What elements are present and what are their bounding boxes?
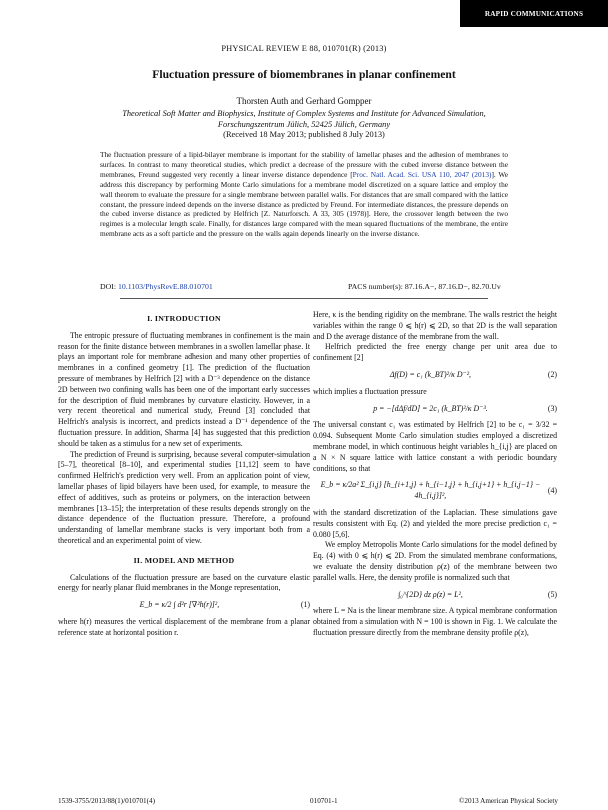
affiliation-line-1: Theoretical Soft Matter and Biophysics, Institute of Complex Systems and Institute for Advanced Simulation,	[122, 109, 486, 118]
equation-1-body: E_b = κ/2 ∫ d²r [∇²h(r)]²,	[139, 600, 220, 610]
abstract-text-2: ]. We address this discrepancy by performing Monte Carlo simulations for a membrane model discretized on a square lattice and employ the wall theorem to evaluate the pressure for a single membrane between parallel walls. For distances that are small compared with the lattice constant, the pressure indeed depends on the inverse distance as predicted by Freund. For intermediate distances, the pressure depends on the cubed inverse distance as predicted by Helfrich [Z. Naturforsch. A 33, 305 (1978)]. Here, the crossover length between the two regimes is a molecular length scale. Finally, for distances large compared with the mean squared fluctuations of the membrane, the entire membrane acts as a soft particle and the pressure on the walls again depends linearly on the inverse distance.	[100, 169, 509, 239]
model-paragraph-1: Calculations of the fluctuation pressure are based on the curvature elastic energy for nearly planar fluid membranes in the Monge representation,	[58, 572, 310, 593]
affiliation-line-2: Forschungszentrum Jülich, 52425 Jülich, Germany	[217, 120, 391, 129]
right-paragraph-3: which implies a fluctuation pressure	[313, 386, 427, 396]
abstract	[100, 150, 508, 239]
right-paragraph-5: with the standard discretization of the Laplacian. These simulations gave results consistent with Eq. (2) and yielded the more precise prediction c₁ = 0.080 [5,6].	[313, 507, 557, 539]
right-paragraph-1: Here, κ is the bending rigidity on the membrane. The walls restrict the height variables within the range 0 ⩽ h(r) ⩽ 2D, so that 2D is the wall separation and D the average distance of the membrane from the wall.	[313, 310, 557, 341]
equation-2-body: Δf(D) = c₁ (k_BT)²/κ D⁻²,	[389, 369, 472, 379]
equation-3	[313, 404, 557, 415]
page-footer	[58, 797, 558, 805]
equation-2-number: (2)	[547, 369, 557, 379]
footer-page-number: 010701-1	[310, 797, 338, 805]
abstract-citation-link[interactable]: Proc. Natl. Acad. Sci. USA 110, 2047 (2013)	[352, 169, 492, 179]
rapid-communications-banner: RAPID COMMUNICATIONS	[460, 0, 608, 27]
doi-pacs-row	[100, 282, 508, 291]
intro-paragraph-1: The entropic pressure of fluctuating membranes in confinement is the main reason for the finite distance between membranes in a swollen lamellar phase. It plays an important role for membrane adhesion and many other properties of membranes in a confined geometry [1]. The prediction of the fluctuation pressure of membranes by Helfrich [2] with a D⁻³ dependence on the distance 2D between two confining walls has been one of the important early successes for the description of fluid membranes by curvature elasticity. However, in a very recent theoretical and numerical study, Freund [3] concluded that Helfrich's analysis is incorrect, and predicts instead a D⁻¹ dependence of the fluctuation pressure. In addition, Sharma [4] has suggested that this prediction should be taken as a stimulus for a new set of experiments.	[58, 330, 310, 448]
right-paragraph-4: The universal constant c₁ was estimated by Helfrich [2] to be c₁ = 3/32 = 0.094. Subsequent Monte Carlo simulation studies employed a discretized membrane model, in which continuous height variables h_{i,j} are placed on a N × N square lattice with lattice constant a with periodic boundary conditions, so that	[313, 420, 557, 473]
equation-4	[313, 480, 557, 502]
right-paragraph-2: Helfrich predicted the free energy change per unit area due to confinement [2]	[313, 342, 557, 363]
footer-copyright: ©2013 American Physical Society	[458, 797, 558, 805]
equation-4-body: E_b = κ/2a² Σ_{i,j} [h_{i+1,j} + h_{i−1,j} + h_{i,j+1} + h_{i,j−1} − 4h_{i,j}]²,	[320, 480, 541, 501]
section-heading-model-method: II. MODEL AND METHOD	[133, 555, 235, 565]
authors: Thorsten Auth and Gerhard Gompper	[236, 96, 372, 106]
pacs-numbers: PACS number(s): 87.16.A−, 87.16.D−, 82.70.Uv	[348, 282, 501, 291]
equation-1-number: (1)	[300, 600, 310, 610]
footer-issn: 1539-3755/2013/88(1)/010701(4)	[58, 797, 156, 805]
left-column	[58, 314, 310, 639]
right-column	[313, 310, 557, 639]
received-published-dates: (Received 18 May 2013; published 8 July 2013)	[223, 130, 385, 139]
equation-3-number: (3)	[547, 403, 557, 413]
right-paragraph-6: We employ Metropolis Monte Carlo simulations for the model defined by Eq. (4) with 0 ⩽ h(r) ⩽ 2D. From the simulated membrane conformations, we evaluate the density distribution ρ(z) of the membrane between two parallel walls. Here, the density profile is normalized such that	[313, 540, 557, 582]
equation-2	[313, 370, 557, 381]
journal-header: PHYSICAL REVIEW E 88, 010701(R) (2013)	[221, 44, 387, 53]
section-heading-introduction: I. INTRODUCTION	[147, 314, 221, 323]
doi-link[interactable]: 10.1103/PhysRevE.88.010701	[117, 282, 213, 291]
equation-1	[58, 600, 310, 611]
paper-title: Fluctuation pressure of biomembranes in planar confinement	[152, 68, 456, 81]
intro-paragraph-2: The prediction of Freund is surprising, because several computer-simulation [5–7], theoretical [8–10], and experimental studies [11,12] seem to have confirmed Helfrich's prediction very well. From an application point of view, lamellar phases of lipid bilayers have been used, for example, to measure the effect of additives, such as proteins or polymers, on the interaction between membranes [13–15]; the interpretation of these results depends strongly on the distance dependence of the fluctuation pressure. Therefore, a profound understanding of lamellar membrane stacks is very important both from a theoretical and an experimental point of view.	[58, 449, 310, 545]
abstract-text-1: The fluctuation pressure of a lipid-bilayer membrane is important for the stability of lamellar phases and the adhesion of membranes to surfaces. In contrast to many theoretical studies, which predict a decrease of the pressure with the cubed inverse distance between the membranes, Freund suggested very recently a linear inverse distance dependence [	[100, 150, 508, 179]
equation-5-number: (5)	[547, 589, 557, 599]
doi-label: DOI:	[100, 282, 118, 291]
equation-5	[313, 590, 557, 601]
right-paragraph-7: where L = Na is the linear membrane size. A typical membrane conformation obtained from a simulation with N = 100 is shown in Fig. 1. We calculate the fluctuation pressure directly from the membrane density profile ρ(z),	[313, 606, 557, 637]
model-paragraph-2: where h(r) measures the vertical displacement of the membrane from a planar reference state at horizontal position r.	[58, 616, 310, 637]
equation-4-number: (4)	[547, 485, 557, 495]
affiliation	[0, 108, 608, 130]
equation-5-body: ∫₀^{2D} dz ρ(z) = L²,	[397, 589, 463, 599]
equation-3-body: p = −[dΔf/dD] = 2c₁ (k_BT)²/κ D⁻³.	[373, 403, 488, 413]
header-divider	[120, 298, 488, 299]
